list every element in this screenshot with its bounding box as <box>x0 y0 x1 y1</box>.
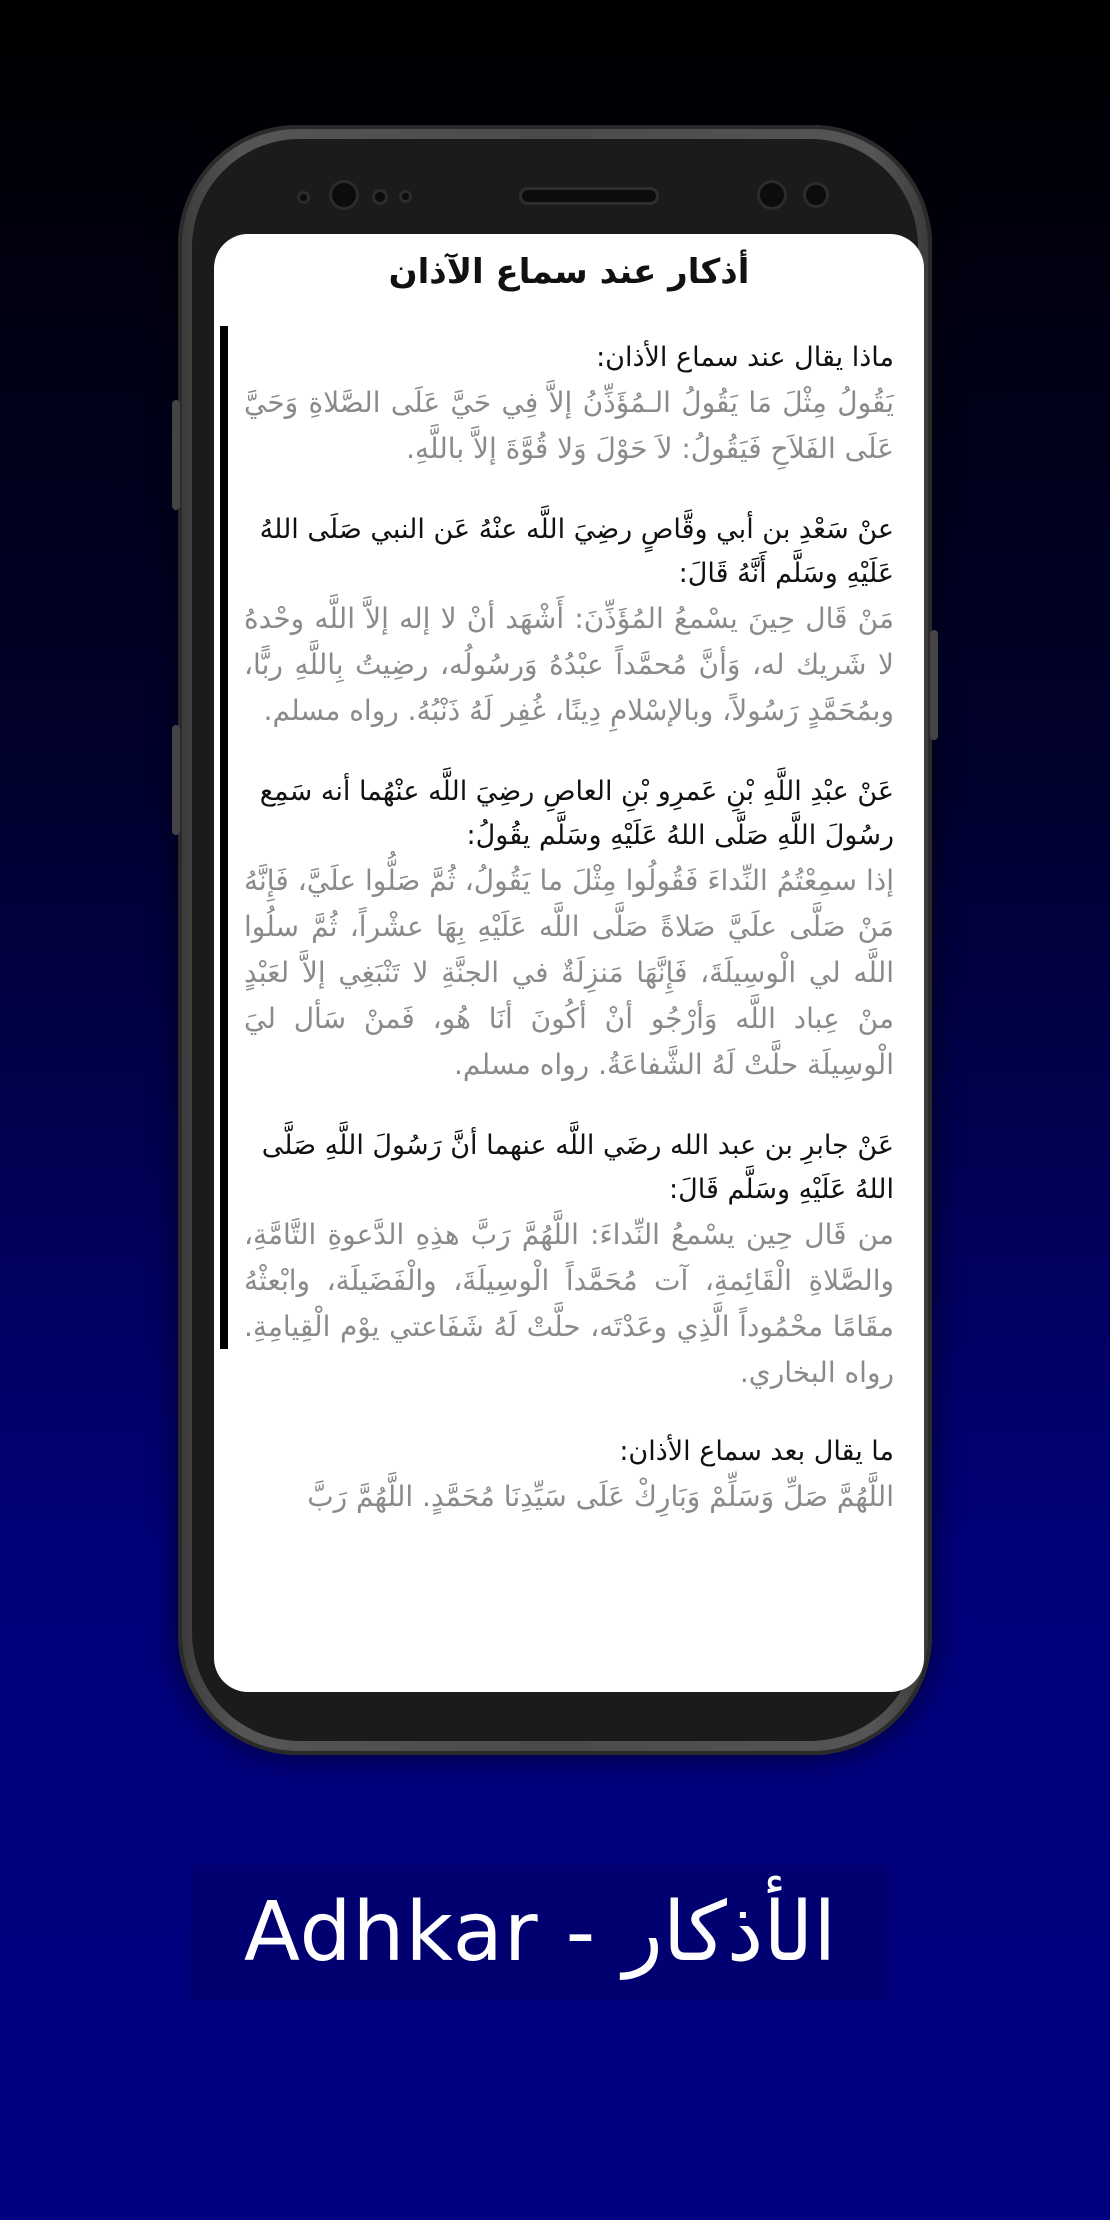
dhikr-section <box>244 1396 894 1520</box>
section-heading: ما يقال بعد سماع الأذان: <box>619 1436 894 1467</box>
section-text: يَقُولُ مِثْلَ مَا يَقُولُ الـمُؤَذِّنُ إلاَّ فِي حَيَّ عَلَى الصَّلاةِ وَحَيَّ عَلَى الفَلاَحِ فَيَقُولُ: لاَ حَوْلَ وَلا قُوَّةَ إلاَّ باللَّهِ. <box>244 386 894 465</box>
section-heading: ماذا يقال عند سماع الأذان: <box>596 342 894 373</box>
dhikr-section <box>244 1088 894 1396</box>
phone-frame <box>178 125 932 1755</box>
app-screen <box>214 234 924 1692</box>
proximity-sensor <box>300 194 307 201</box>
front-camera <box>332 183 356 207</box>
side-button <box>930 630 938 740</box>
section-heading: عَنْ جابرِ بن عبد الله رضَي اللَّه عنهما أنَّ رَسُولَ اللَّهِ صَلَّى اللهُ عَلَيْهِ وسَلَّم قَالَ: <box>261 1130 894 1205</box>
adhkar-list[interactable] <box>214 314 924 1692</box>
light-sensor-2 <box>402 193 409 200</box>
iris-camera <box>760 183 784 207</box>
volume-button <box>172 400 180 510</box>
dhikr-section <box>244 314 894 472</box>
section-heading: عنْ سَعْدِ بن أبي وقَّاصٍ رضِيَ اللَّه عنْهُ عَن النبي صَلَى اللهُ عَلَيْهِ وسَلَّم أَنَّهُ قَالَ: <box>259 514 894 589</box>
section-text: من قَال حِين يسْمعُ النِّداءَ: اللَّهُمَّ رَبَّ هذِهِ الدَّعوةِ التَّامَّةِ، والصَّلاةِ الْقَائِمةِ، آت مُحَمَّداً الْوسِيلَةَ، والْفَضَيلَة، وابْعثْهُ مقَامًا محْمُوداً الَّذِي وعَدْتَه، حلَّتْ لَهُ شَفَاعتي يوْم الْقِيامِةِ. رواه البخاري. <box>244 1218 894 1389</box>
section-text: مَنْ قَال حِينَ يسْمعُ المُؤَذِّنَ: أَشْهَد أنْ لا إله إلاَّ اللَّه وحْدهُ لا شَريك له، وَأنَّ مُحمَّداً عبْدُهُ وَرسُولُه، رضِيتُ بِاللَّهِ ربًّا، وبمُحَمَّدٍ رَسُولاً، وبالإسْلامِ دِينًا، غُفِر لَهُ ذَنْبُهُ. رواه مسلم. <box>244 602 894 727</box>
iris-sensor <box>806 185 826 205</box>
light-sensor <box>375 192 385 202</box>
earpiece-speaker <box>522 190 656 202</box>
dhikr-section <box>244 472 894 734</box>
section-heading: عَنْ عبْدِ اللَّهِ بْنِ عَمرِو بْنِ العاصِ رضِيَ اللَّه عنْهُما أنه سَمِع رسُولَ اللَّهِ صَلَّى اللهُ عَلَيْهِ وسَلَّم يقُولُ: <box>259 776 894 851</box>
banner-title: Adhkar - الأذكار <box>243 1885 837 1980</box>
page-title: أذكار عند سماع الآذان <box>388 252 750 292</box>
dhikr-section <box>244 734 894 1088</box>
section-text: اللَّهُمَّ صَلِّ وَسَلِّمْ وَبَارِكْ عَلَى سَيِّدِنَا مُحَمَّدٍ. اللَّهُمَّ رَبَّ <box>307 1480 894 1513</box>
phone-bezel <box>192 139 918 1741</box>
section-text: إذا سمِعْتُمُ النِّداءَ فَقُولُوا مِثْلَ ما يَقُولُ، ثُمَّ صَلُّوا علَيَّ، فَإِنَّهُ مَنْ صَلَّى علَيَّ صَلاةً صَلَّى اللَّه عَلَيْهِ بِهَا عشْراً، ثُمَّ سلُوا اللَّه لي الْوسِيلَةَ، فَإِنَّهَا مَنزِلَةٌ في الجنَّةِ لا تَنْبَغِي إلاَّ لعَبْدٍ منْ عِباد اللَّه وَأرْجُو أنْ أكُونَ أنَا هُو، فَمنْ سَأل ليَ الْوسِيلَة حلَّتْ لَهُ الشَّفاعَةُ. رواه مسلم. <box>244 864 894 1081</box>
power-button <box>172 725 180 835</box>
